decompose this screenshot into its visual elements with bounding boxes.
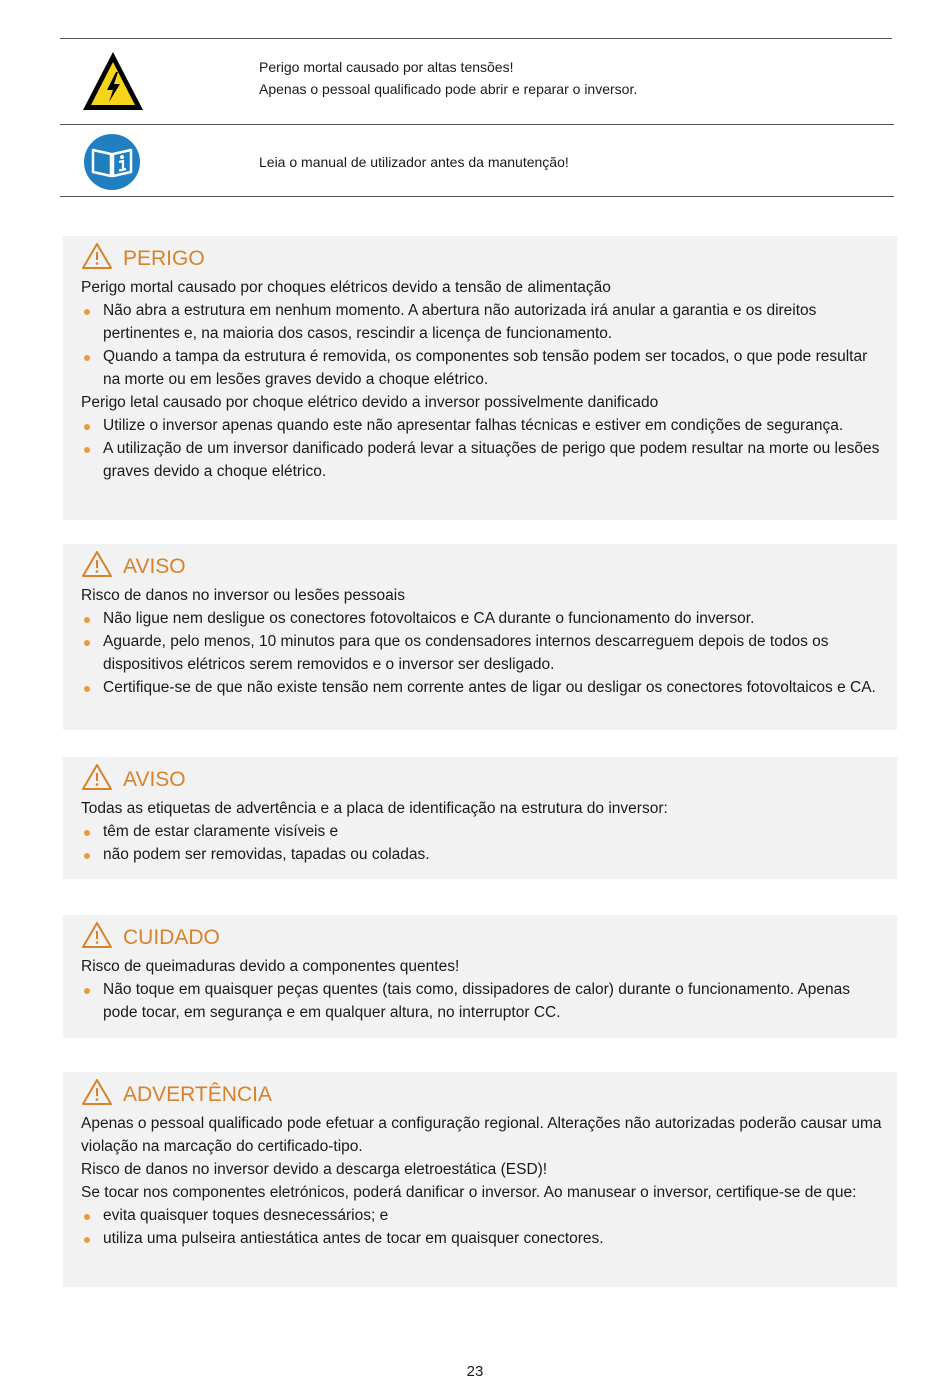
notice-aviso-etiquetas (63, 757, 897, 879)
high-voltage-warning-icon (80, 48, 146, 119)
row-line: Apenas o pessoal qualificado pode abrir e reparar o inversor. (259, 81, 638, 97)
notice-aviso-danos (63, 544, 897, 730)
notice-title (81, 552, 887, 582)
notice-title-text: PERIGO (123, 247, 205, 270)
bullet-list (81, 414, 887, 483)
notice-title (81, 923, 887, 953)
bullet-list (81, 607, 887, 699)
read-manual-text (259, 151, 569, 173)
read-manual-icon (82, 132, 142, 197)
notice-paragraph: Risco de queimaduras devido a componentes quentes! (81, 958, 460, 975)
notice-cuidado (63, 915, 897, 1038)
notice-paragraph: Perigo mortal causado por choques elétricos devido a tensão de alimentação (81, 279, 611, 296)
bullet-list (81, 978, 887, 1024)
warning-triangle-icon (81, 921, 123, 955)
notice-paragraph: Todas as etiquetas de advertência e a placa de identificação na estrutura do inversor: (81, 800, 668, 817)
bullet-list (81, 299, 887, 391)
bullet-item: Não toque em quaisquer peças quentes (tais como, dissipadores de calor) durante o funcionamento. Apenas pode tocar, em segurança e em qualquer altura, no interruptor CC. (81, 978, 887, 1024)
page-number: 23 (466, 1363, 484, 1380)
bullet-item: Aguarde, pelo menos, 10 minutos para que os condensadores internos descarreguem depois de todos os dispositivos elétricos serem removidos e o inversor ser desligado. (81, 630, 887, 676)
table-row-high-voltage (60, 38, 894, 124)
notice-paragraph: Risco de danos no inversor ou lesões pessoais (81, 587, 405, 604)
bullet-list (81, 1204, 887, 1250)
notice-advertencia (63, 1072, 897, 1287)
notice-paragraph: Apenas o pessoal qualificado pode efetuar a configuração regional. Alterações não autorizadas poderão causar uma violação na marcação do certificado-tipo. (81, 1115, 882, 1155)
notice-title-text: ADVERTÊNCIA (123, 1083, 272, 1106)
bullet-item: Não abra a estrutura em nenhum momento. A abertura não autorizada irá anular a garantia e os direitos pertinentes e, na maioria dos casos, rescindir a licença de funcionamento. (81, 299, 887, 345)
notice-title (81, 765, 887, 795)
bullet-item: não podem ser removidas, tapadas ou coladas. (81, 843, 887, 866)
notice-title (81, 1080, 887, 1110)
bullet-item: A utilização de um inversor danificado poderá levar a situações de perigo que podem resultar na morte ou lesões graves devido a choque elétrico. (81, 437, 887, 483)
bullet-item: Quando a tampa da estrutura é removida, os componentes sob tensão podem ser tocados, o que pode resultar na morte ou em lesões graves devido a choque elétrico. (81, 345, 887, 391)
notice-title-text: AVISO (123, 555, 186, 578)
bullet-item: utiliza uma pulseira antiestática antes de tocar em quaisquer conectores. (81, 1227, 887, 1250)
row-line: Leia o manual de utilizador antes da manutenção! (259, 154, 569, 170)
table-bottom-rule (60, 196, 894, 197)
warning-triangle-icon (81, 763, 123, 797)
bullet-item: têm de estar claramente visíveis e (81, 820, 887, 843)
row-line: Perigo mortal causado por altas tensões! (259, 59, 514, 75)
notice-title-text: AVISO (123, 768, 186, 791)
notice-paragraph: Perigo letal causado por choque elétrico devido a inversor possivelmente danificado (81, 394, 659, 411)
notice-perigo (63, 236, 897, 520)
notice-paragraph: Se tocar nos componentes eletrónicos, poderá danificar o inversor. Ao manusear o inversor, certifique-se de que: (81, 1184, 857, 1201)
bullet-item: Utilize o inversor apenas quando este não apresentar falhas técnicas e estiver em condições de segurança. (81, 414, 887, 437)
warning-triangle-icon (81, 1078, 123, 1112)
warning-triangle-icon (81, 242, 123, 276)
notice-title (81, 244, 887, 274)
bullet-item: Certifique-se de que não existe tensão nem corrente antes de ligar ou desligar os conectores fotovoltaicos e CA. (81, 676, 887, 699)
bullet-item: Não ligue nem desligue os conectores fotovoltaicos e CA durante o funcionamento do inversor. (81, 607, 887, 630)
bullet-list (81, 820, 887, 866)
table-row-read-manual (60, 124, 894, 196)
bullet-item: evita quaisquer toques desnecessários; e (81, 1204, 887, 1227)
notice-title-text: CUIDADO (123, 926, 220, 949)
warning-triangle-icon (81, 550, 123, 584)
notice-paragraph: Risco de danos no inversor devido a descarga eletroestática (ESD)! (81, 1161, 548, 1178)
high-voltage-text (259, 56, 637, 100)
